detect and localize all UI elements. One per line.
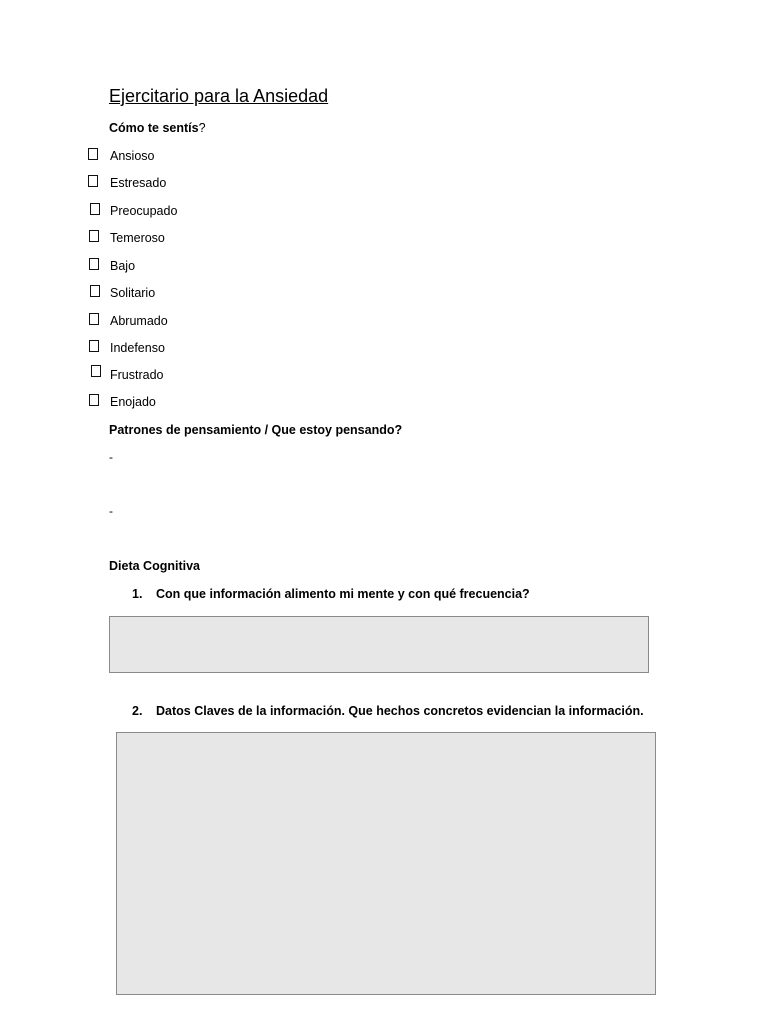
feeling-label: Bajo (110, 259, 136, 273)
cognitive-diet-heading: Dieta Cognitiva (109, 559, 200, 573)
page-title: Ejercitario para la Ansiedad (109, 86, 329, 106)
feeling-label: Abrumado (110, 314, 168, 328)
feeling-item-frustrado (0, 366, 400, 384)
feeling-item-abrumado (0, 312, 400, 330)
feeling-item-enojado (0, 393, 400, 411)
checkbox-abrumado[interactable] (89, 313, 99, 325)
checkbox-estresado[interactable] (88, 175, 98, 187)
checkbox-ansioso[interactable] (88, 148, 98, 160)
checkbox-preocupado[interactable] (90, 203, 100, 215)
feelings-question (109, 121, 206, 135)
feeling-item-ansioso (0, 147, 400, 165)
feeling-item-temeroso (0, 229, 400, 247)
feeling-label: Temeroso (110, 231, 165, 245)
feeling-item-estresado (0, 174, 400, 192)
question-2-text: Datos Claves de la información. Que hechos concretos evidencian la información. (156, 704, 644, 718)
question-2 (132, 704, 644, 718)
feeling-label: Indefenso (110, 341, 165, 355)
feeling-label: Preocupado (110, 204, 178, 218)
checkbox-solitario[interactable] (90, 285, 100, 297)
question-1-number: 1. (132, 587, 143, 601)
checkbox-bajo[interactable] (89, 258, 99, 270)
checkbox-enojado[interactable] (89, 394, 99, 406)
feeling-label: Frustrado (110, 368, 164, 382)
checkbox-frustrado[interactable] (91, 365, 101, 377)
thought-entry-2[interactable]: - (109, 504, 113, 518)
feelings-question-mark: ? (198, 121, 206, 135)
feeling-item-solitario (0, 284, 400, 302)
question-1 (132, 587, 530, 601)
answer-box-2[interactable] (116, 732, 656, 995)
question-2-number: 2. (132, 704, 143, 718)
thoughts-heading: Patrones de pensamiento / Que estoy pensando? (109, 423, 403, 437)
checkbox-indefenso[interactable] (89, 340, 99, 352)
feelings-question-text: Cómo te sentís (109, 121, 199, 135)
feeling-label: Enojado (110, 395, 156, 409)
thought-entry-1[interactable]: - (109, 450, 113, 464)
question-1-text: Con que información alimento mi mente y con qué frecuencia? (156, 587, 530, 601)
answer-box-1[interactable] (109, 616, 649, 673)
feeling-item-indefenso (0, 339, 400, 357)
feeling-item-preocupado (0, 202, 400, 220)
feeling-label: Estresado (110, 176, 167, 190)
feeling-item-bajo (0, 257, 400, 275)
feeling-label: Solitario (110, 286, 156, 300)
checkbox-temeroso[interactable] (89, 230, 99, 242)
feeling-label: Ansioso (110, 149, 155, 163)
